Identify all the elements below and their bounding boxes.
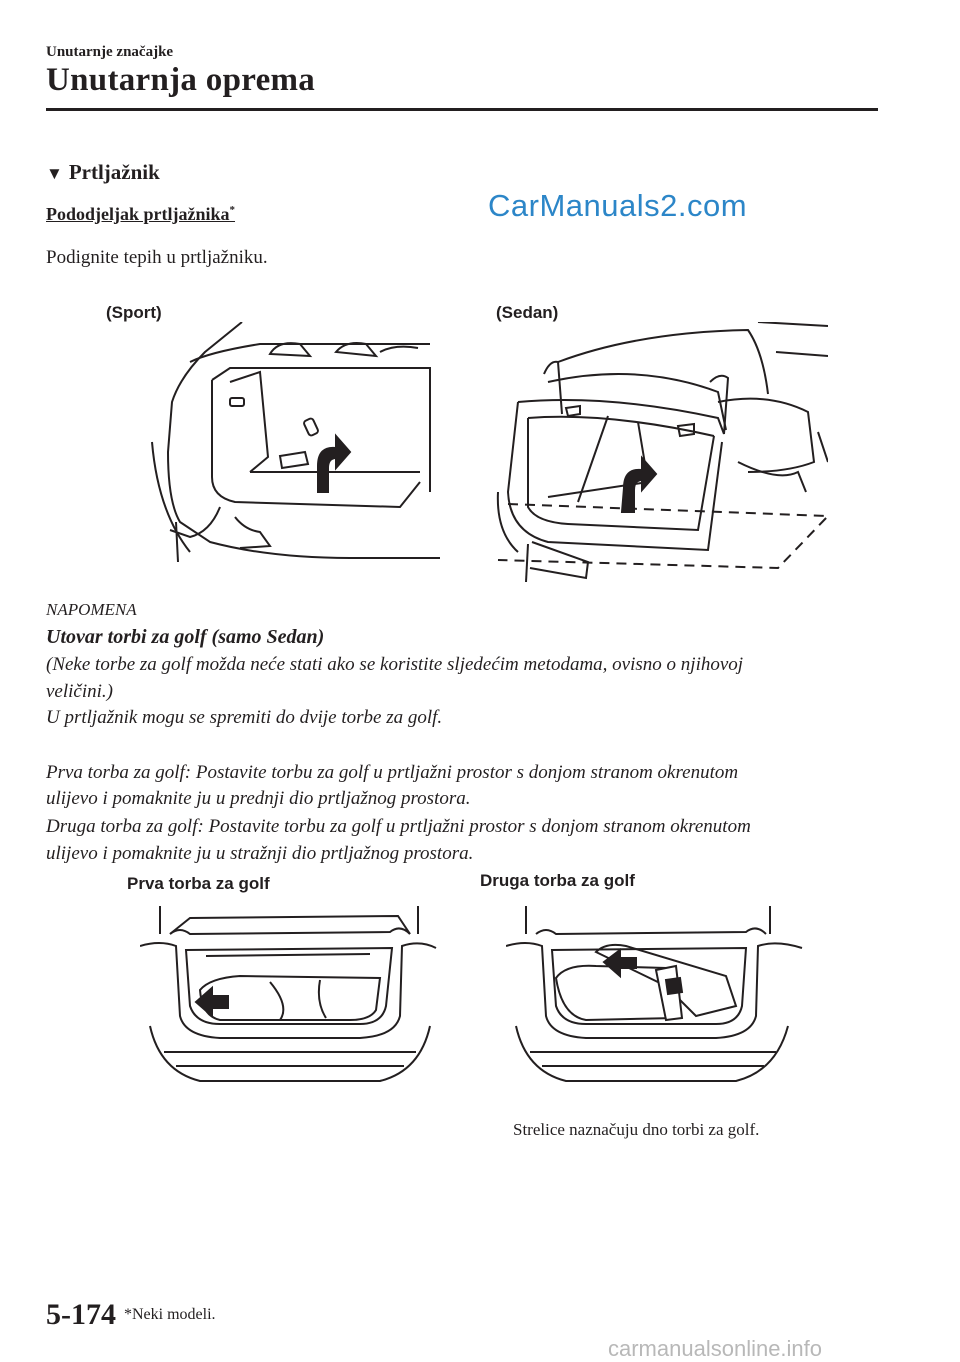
hatchback-trunk-illustration xyxy=(150,322,440,582)
figure-label-sedan: (Sedan) xyxy=(496,303,559,322)
note-heading: NAPOMENA xyxy=(46,600,137,619)
note-line: ulijevo i pomaknite ju u prednji dio prtljažnog prostora. xyxy=(46,788,471,809)
figure-label-second-golf-bag: Druga torba za golf xyxy=(480,871,635,890)
page-title: Unutarnja oprema xyxy=(46,62,316,98)
model-heading-text: Pododjeljak prtljažnika xyxy=(46,204,230,224)
model-heading xyxy=(46,204,235,225)
subsection-heading xyxy=(46,160,160,185)
watermark-top: CarManuals2.com xyxy=(488,188,748,223)
footnote-mark: * xyxy=(229,204,236,216)
note-line: veličini.) xyxy=(46,681,113,702)
figure-label-sport: (Sport) xyxy=(106,303,162,322)
watermark-bottom: carmanualsonline.info xyxy=(608,1336,823,1361)
note-line: (Neke torbe za golf možda neće stati ako se koristite sljedećim metodama, ovisno o njihovoj xyxy=(46,654,744,675)
intro-text: Podignite tepih u prtljažniku. xyxy=(46,247,268,268)
triangle-marker-icon: ▼ xyxy=(46,164,63,183)
note-line: U prtljažnik mogu se spremiti do dvije torbe za golf. xyxy=(46,707,443,728)
note-line: ulijevo i pomaknite ju u stražnji dio prtljažnog prostora. xyxy=(46,843,474,864)
figure-caption: Strelice naznačuju dno torbi za golf. xyxy=(513,1120,760,1139)
second-golf-bag-illustration xyxy=(506,906,806,1096)
first-golf-bag-illustration xyxy=(140,906,440,1096)
subsection-title: Prtljažnik xyxy=(68,160,160,184)
page-number: 5-174 xyxy=(46,1298,116,1331)
note-line: Druga torba za golf: Postavite torbu za golf u prtljažni prostor s donjom stranom okrenutom xyxy=(46,816,751,837)
figure-label-first-golf-bag: Prva torba za golf xyxy=(127,874,270,893)
note-subheading: Utovar torbi za golf (samo Sedan) xyxy=(46,626,325,648)
title-divider xyxy=(46,108,878,111)
section-label: Unutarnje značajke xyxy=(46,44,174,60)
sedan-trunk-illustration xyxy=(488,322,828,582)
note-line: Prva torba za golf: Postavite torbu za golf u prtljažni prostor s donjom stranom okrenutom xyxy=(46,762,739,783)
footnote: *Neki modeli. xyxy=(124,1306,216,1323)
